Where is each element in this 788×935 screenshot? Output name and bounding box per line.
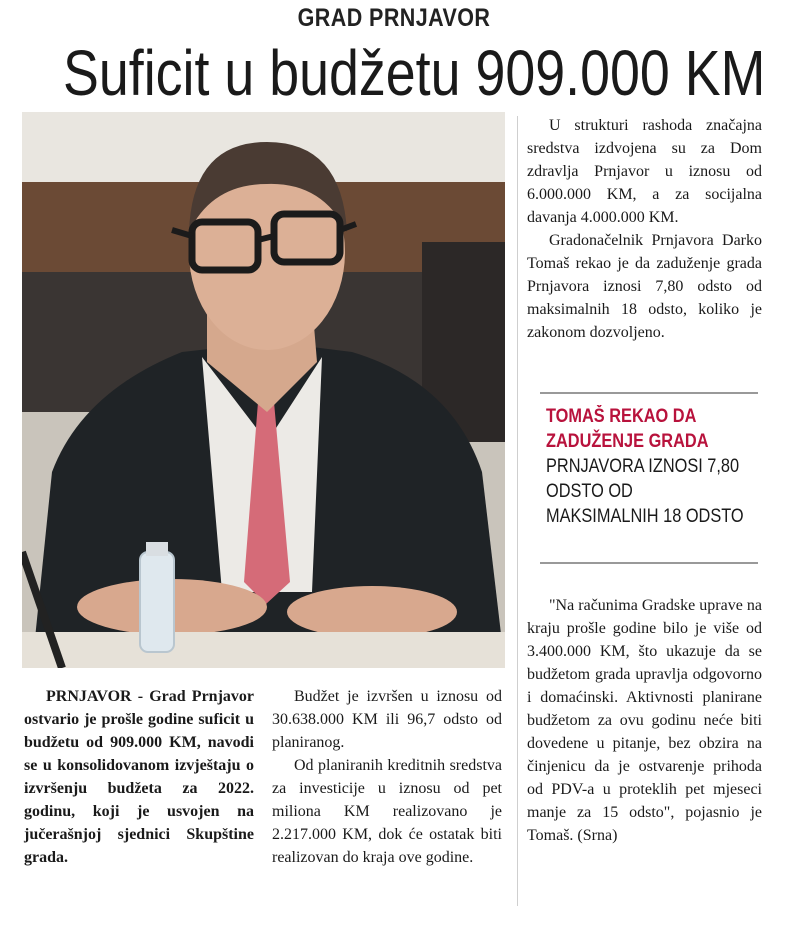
lead-column	[24, 685, 254, 869]
pullquote-rule-top	[540, 392, 758, 394]
article-kicker: GRAD PRNJAVOR	[297, 4, 491, 32]
paragraph-credit: Od planiranih kreditnih sredstva za investicije u iznosu od pet miliona KM realizovano je 2.217.000 KM, dok će ostatak biti realizovan do kraja ove godine.	[272, 757, 502, 866]
article-photo	[22, 112, 505, 668]
pullquote	[546, 404, 744, 529]
column-divider	[517, 116, 518, 906]
right-column-top	[527, 114, 762, 344]
paragraph-debt: Gradonačelnik Prnjavora Darko Tomaš rekao je da zaduženje grada Prnjavora iznosi 7,80 odsto od maksimalnih 18 odsto, koliko je zakonom dozvoljeno.	[527, 232, 762, 341]
middle-column	[272, 685, 502, 869]
right-column-bottom	[527, 594, 762, 847]
lead-paragraph: PRNJAVOR - Grad Prnjavor ostvario je prošle godine suficit u budžetu od 909.000 KM, navodi se u konsolidovanom izvještaju o izvršenju budžeta za 2022. godinu, koji je usvojen na jučerašnjoj sjednici Skupštine grada.	[24, 688, 254, 866]
pullquote-highlight: TOMAŠ REKAO DA ZADUŽENJE GRADA	[546, 406, 709, 452]
article-headline: Suficit u budžetu 909.000 KM	[63, 37, 766, 109]
paragraph-budget: Budžet je izvršen u iznosu od 30.638.000 KM ili 96,7 odsto od planiranog.	[272, 688, 502, 751]
pullquote-rest: PRNJAVORA IZNOSI 7,80 ODSTO OD MAKSIMALNIH 18 ODSTO	[546, 456, 744, 527]
paragraph-expenses: U strukturi rashoda značajna sredstva izdvojena su za Dom zdravlja Prnjavor u iznosu od 6.000.000 KM, a za socijalna davanja 4.000.000 KM.	[527, 117, 762, 226]
pullquote-rule-bottom	[540, 562, 758, 564]
paragraph-quote: "Na računima Gradske uprave na kraju prošle godine bilo je više od 3.400.000 KM, što ukazuje da se budžetom grada upravlja odgovorno i domaćinski. Aktivnosti planirane budžetom za ovu godinu neće biti dovedene u pitanje, bez obzira na činjenicu da je ostvarenje prihoda od PDV-a u proteklih pet mjeseci manje za 15 odsto", pojasnio je Tomaš. (Srna)	[527, 597, 762, 844]
